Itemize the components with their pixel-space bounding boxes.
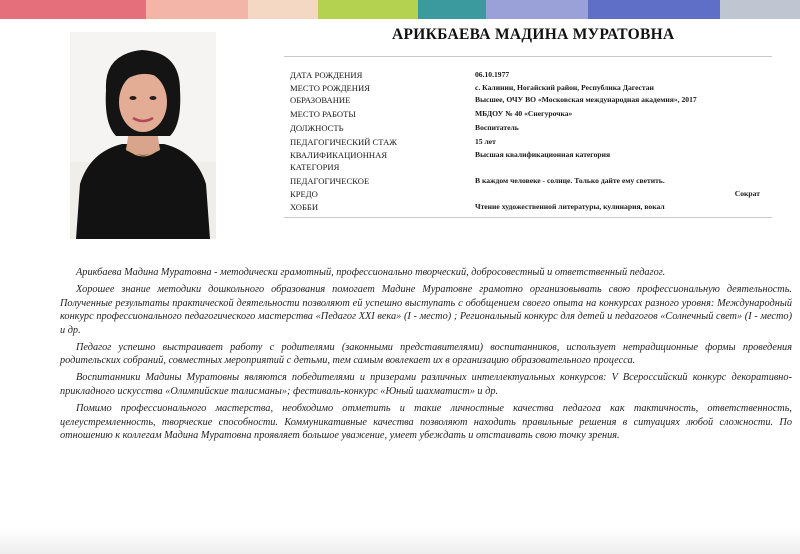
info-value: с. Калинин, Ногайский район, Республика Дагестан bbox=[475, 82, 654, 92]
info-label: ПЕДАГОГИЧЕСКОЕ bbox=[290, 176, 370, 186]
bottom-decoration bbox=[0, 528, 800, 554]
bio-paragraph: Хорошее знание методики дошкольного образования помогает Мадине Муратовне грамотно организовывать свою профессиональную деятельность. Полученные результаты практической деятельности позволяют ей успешно выступать с обобщением своего опыта на конкурсах разного уровня: Международный конкурс профессионального педагогического мастерства «Педагог XXI века» (I - место) ; Региональный конкурс для детей и педагогов «Солнечный свет» (I - место) и др. bbox=[60, 283, 792, 336]
info-value: Чтение художественной литературы, кулинария, вокал bbox=[475, 202, 665, 211]
decorative-color-stripe bbox=[0, 0, 800, 19]
portrait-photo-icon bbox=[70, 32, 216, 239]
info-label: ХОББИ bbox=[290, 202, 319, 212]
personal-info-panel bbox=[284, 56, 772, 218]
stripe-segment bbox=[486, 0, 588, 19]
info-label: КРЕДО bbox=[290, 189, 318, 199]
info-value: 15 лет bbox=[475, 137, 496, 146]
bio-paragraph: Воспитанники Мадины Муратовны являются победителями и призерами различных интеллектуальных конкурсов: V Всероссийский конкурс декоративно-прикладного искусства «Олимпийские талисманы»; фестиваль-конкурс «Юный шахматист» и др. bbox=[60, 372, 792, 397]
bio-paragraph: Помимо профессионального мастерства, необходимо отметить и такие личностные качества педагога как тактичность, ответственность, целеустремленность, творческие способности. Коммуникативные качества позволяют находить правильные решения в ситуациях любой сложности. По отношению к коллегам Мадина Муратовна проявляет большое уважение, умеет убеждать и отстаивать свою точку зрения. bbox=[60, 402, 792, 442]
info-value: Воспитатель bbox=[475, 123, 519, 132]
info-label: ДОЛЖНОСТЬ bbox=[290, 123, 344, 133]
portrait-photo bbox=[70, 32, 216, 239]
info-label: МЕСТО РОЖДЕНИЯ bbox=[290, 82, 370, 93]
info-value: Высшее, ОЧУ ВО «Московская международная академия», 2017 bbox=[475, 95, 697, 104]
info-label: ДАТА РОЖДЕНИЯ bbox=[290, 70, 363, 80]
stripe-segment bbox=[318, 0, 418, 19]
info-value: МБДОУ № 40 «Снегурочка» bbox=[475, 109, 573, 118]
stripe-segment bbox=[720, 0, 800, 19]
stripe-segment bbox=[418, 0, 486, 19]
info-label: МЕСТО РАБОТЫ bbox=[290, 109, 356, 119]
info-label: ОБРАЗОВАНИЕ bbox=[290, 95, 351, 105]
stripe-segment bbox=[248, 0, 318, 19]
info-label: КАТЕГОРИЯ bbox=[290, 162, 340, 172]
bio-paragraph: Арикбаева Мадина Муратовна - методически грамотный, профессионально творческий, добросовестный и ответственный педагог. bbox=[76, 267, 666, 278]
info-value: В каждом человеке - солнце. Только дайте ему светить. bbox=[475, 176, 665, 185]
bio-paragraph: Педагог успешно выстраивает работу с родителями (законными представителями) воспитанников, использует нетрадиционные формы проведения родительских собраний, совместных мероприятий с детьми, тем самым вовлекает их в организацию образовательного процесса. bbox=[60, 341, 792, 367]
teacher-name-heading: АРИКБАЕВА МАДИНА МУРАТОВНА bbox=[392, 26, 675, 43]
stripe-segment bbox=[146, 0, 248, 19]
info-value: 06.10.1977 bbox=[475, 70, 510, 79]
biography-text bbox=[60, 266, 792, 446]
stripe-segment bbox=[588, 0, 720, 19]
info-label: КВАЛИФИКАЦИОННАЯ bbox=[290, 150, 388, 160]
info-value: Высшая квалификационная категория bbox=[475, 150, 611, 159]
stripe-segment bbox=[0, 0, 146, 19]
credo-author: Сократ bbox=[734, 189, 760, 198]
info-label: ПЕДАГОГИЧЕСКИЙ СТАЖ bbox=[290, 137, 397, 147]
